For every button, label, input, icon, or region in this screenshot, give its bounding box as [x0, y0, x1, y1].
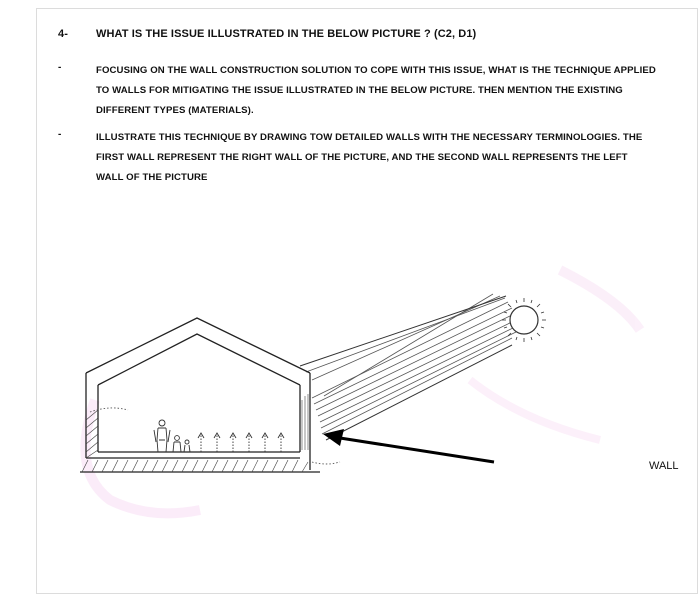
question-number: 4-	[58, 28, 68, 40]
wall-annotation-label: WALL	[649, 460, 679, 472]
bullet-text-2: ILLUSTRATE THIS TECHNIQUE BY DRAWING TOW DETAILED WALLS WITH THE NECESSARY TERMINOLOGIES. THE FIRST WALL REPRESENT THE RIGHT WALL OF THE PICTURE, AND THE SECOND WALL REPRESENTS THE LEFT WALL OF THE PICTURE	[96, 132, 643, 183]
heat-arrows	[201, 434, 281, 452]
bullet-dash-2: -	[58, 129, 62, 140]
bullet-text-1: FOCUSING ON THE WALL CONSTRUCTION SOLUTION TO COPE WITH THIS ISSUE, WHAT IS THE TECHNIQUE APPLIED TO WALLS FOR MITIGATING THE ISSUE ILLUSTRATED IN THE BELOW PICTURE. THEN MENTION THE EXISTING DIFFERENT TYPES (MATERIALS).	[96, 65, 656, 116]
ray-band-outline	[300, 296, 512, 440]
pointer-arrow	[323, 429, 494, 462]
sun-rays	[306, 294, 517, 434]
sun-icon	[502, 298, 546, 342]
people-figures	[154, 420, 190, 452]
ground-hatch	[82, 460, 308, 472]
right-wall-hatch	[302, 394, 308, 450]
bullet-dash-1: -	[58, 62, 62, 73]
house-section-drawing	[80, 318, 320, 472]
heat-arrow-heads	[198, 433, 284, 438]
question-text: WHAT IS THE ISSUE ILLUSTRATED IN THE BELOW PICTURE ? (C2, D1)	[96, 28, 477, 40]
background-smudge	[85, 270, 640, 513]
